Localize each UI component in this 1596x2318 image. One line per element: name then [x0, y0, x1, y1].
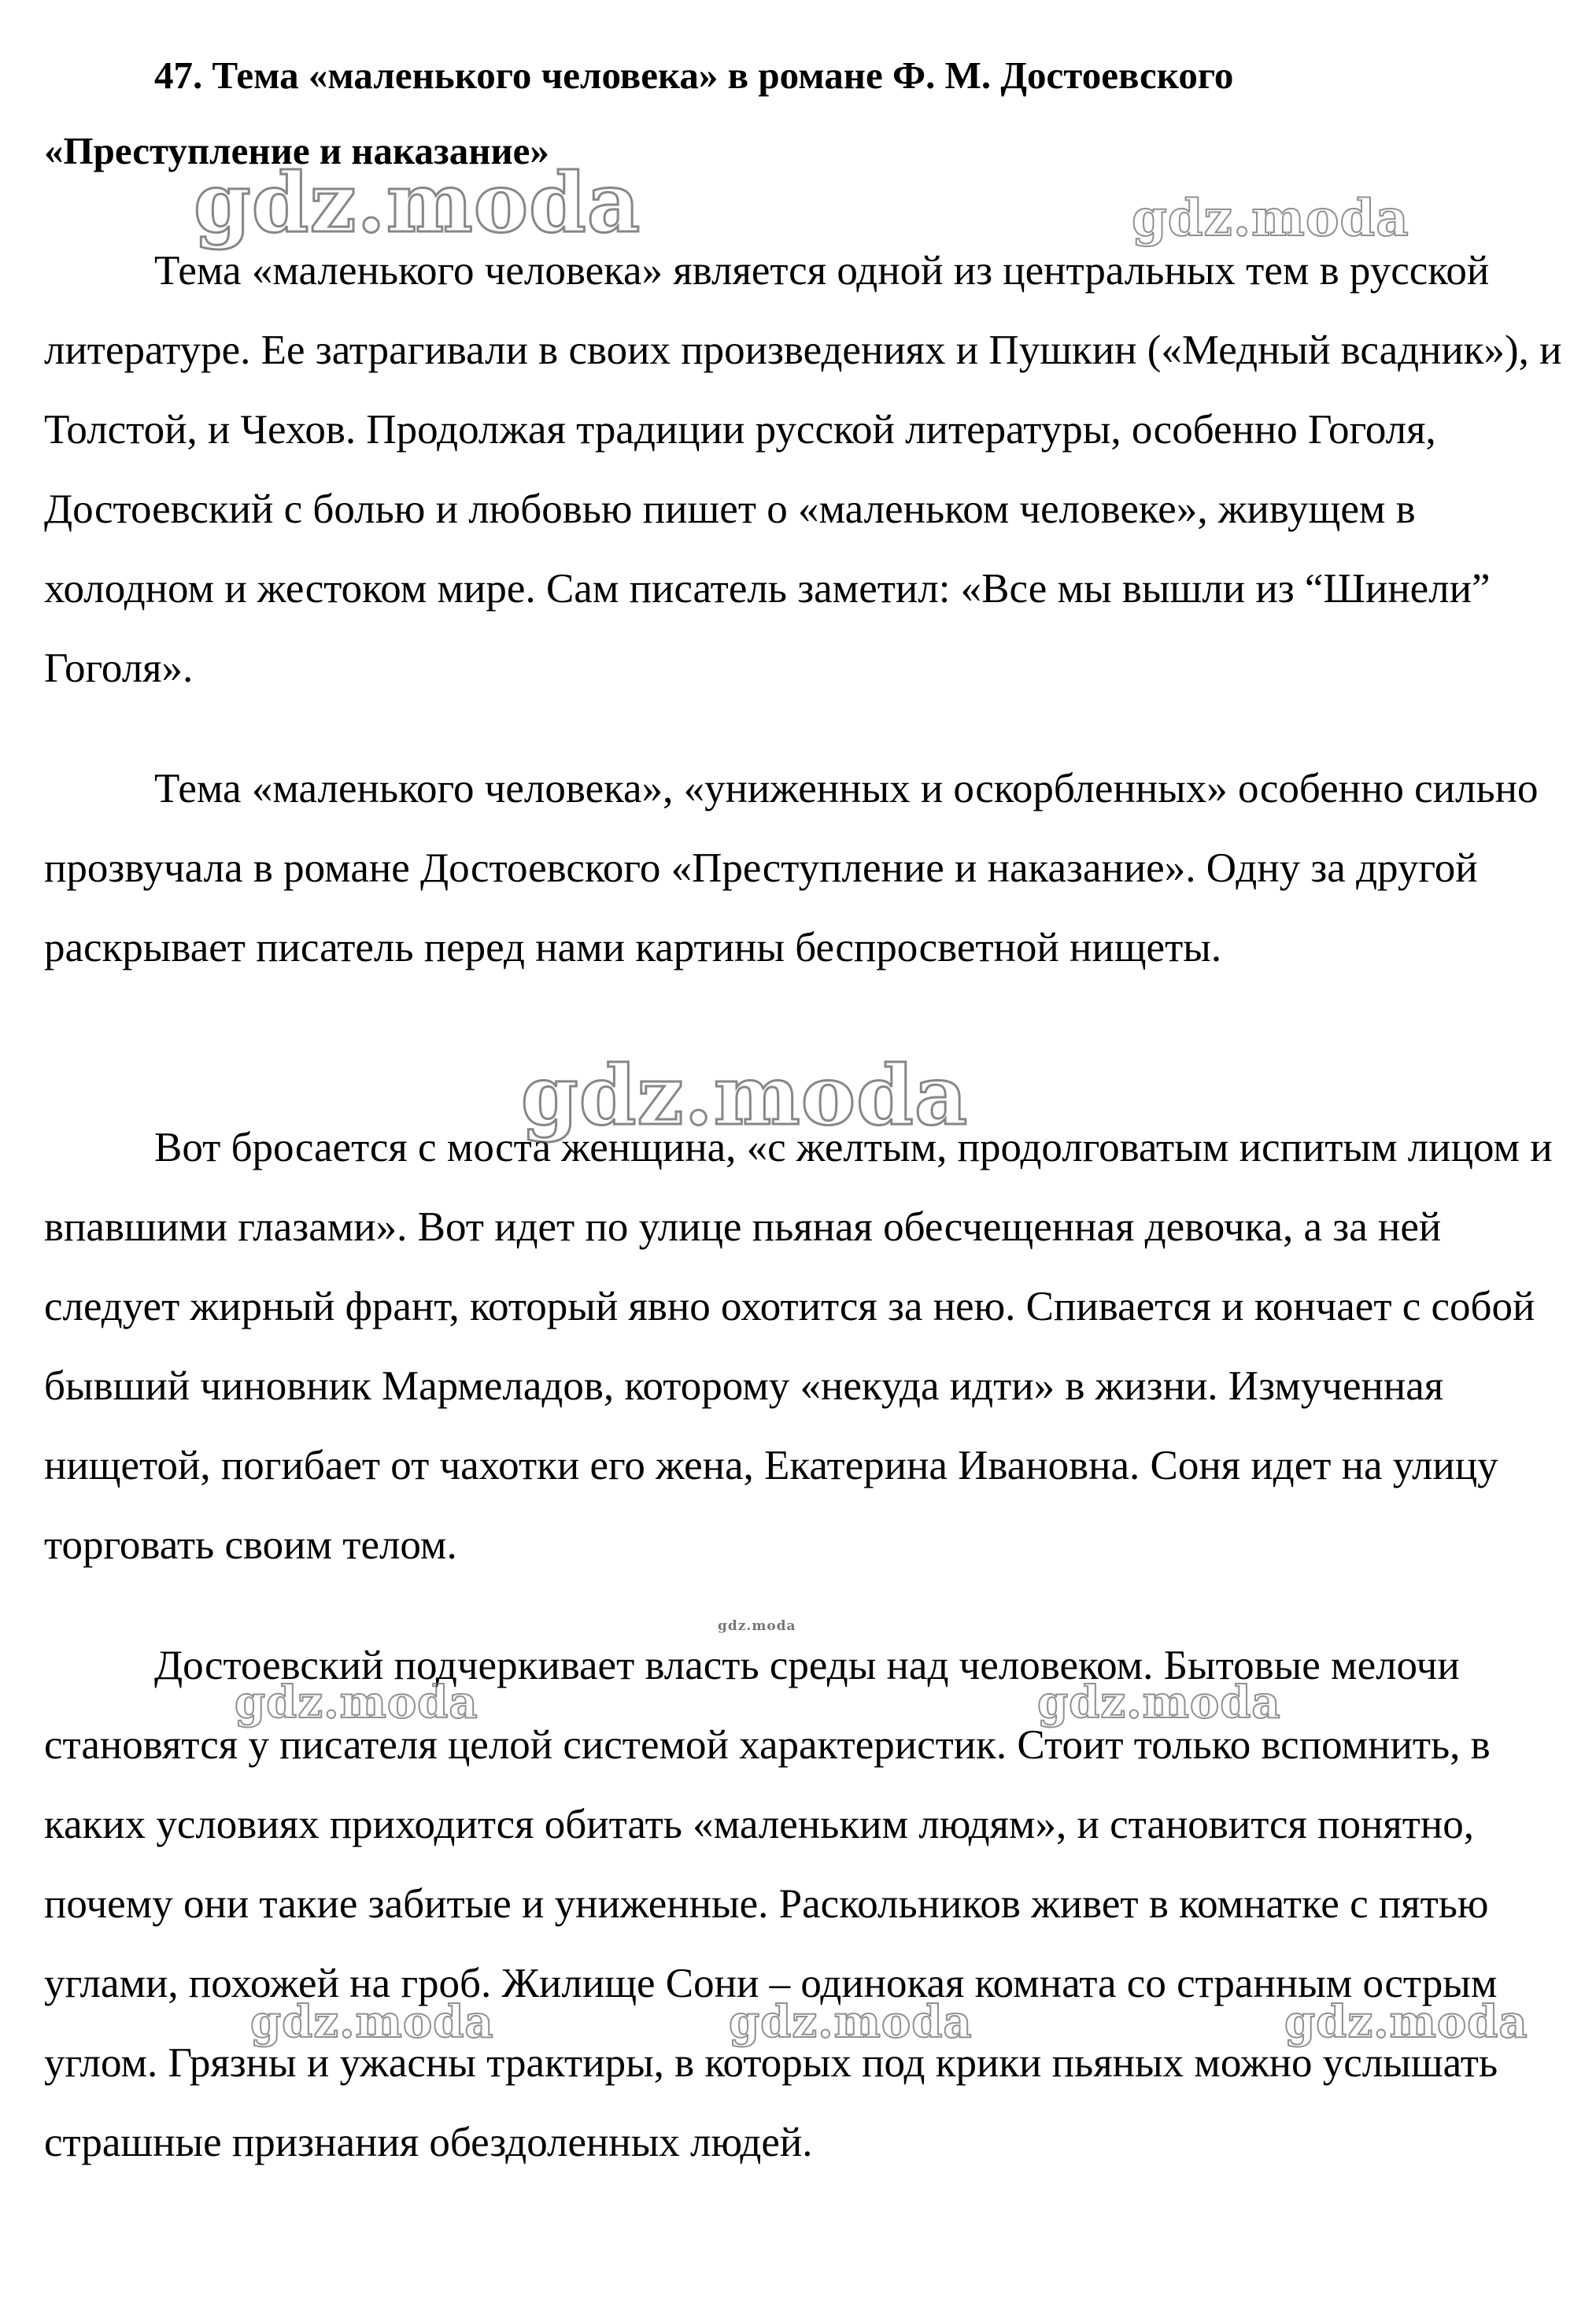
watermark-logo: gdz.moda [521, 1047, 969, 1144]
watermark-logo: gdz.moda [1037, 1677, 1281, 1728]
watermark-logo: gdz.moda [1132, 189, 1409, 248]
paragraph-3: Вот бросается с моста женщина, «с желтым, продолговатым испитым лицом и впавшими глазами». Вот идет по улице пьяная обесчещенная девочка, а за ней следует жирный франт, который явно охотится за нею. Спивается и кончает с собой бывший чиновник Мармеладов, которому «некуда идти» в жизни. Измученная нищетой, погибает от чахотки его жена, Екатерина Ивановна. Соня идет на улицу торговать своим телом. [44, 1125, 1553, 1568]
paragraph-2: Тема «маленького человека», «униженных и оскорбленных» особенно сильно прозвучала в романе Достоевского «Преступление и наказание». Одну за другой раскрывает писатель перед нами картины беспросветной нищеты. [44, 766, 1539, 970]
watermark-logo: gdz.moda [718, 1618, 796, 1634]
paragraph-1: Тема «маленького человека» является одной из центральных тем в русской литературе. Ее затрагивали в своих произведениях и Пушкин («Медный всадник»), и Толстой, и Чехов. Продолжая традиции русской литературы, особенно Гоголя, Достоевский с болью и любовью пишет о «маленьком человеке», живущем в холодном и жестоком мире. Сам писатель заметил: «Все мы вышли из “Шинели” Гоголя». [44, 248, 1562, 691]
watermark-logo: gdz.moda [235, 1677, 478, 1728]
watermark-logo: gdz.moda [250, 1996, 494, 2048]
title-line-1: 47. Тема «маленького человека» в романе Ф. М. Достоевского [154, 54, 1234, 97]
watermark-logo: gdz.moda [729, 1996, 973, 2048]
watermark-logo: gdz.moda [194, 154, 641, 251]
watermark-logo: gdz.moda [1284, 1996, 1528, 2048]
paragraph-4: Достоевский подчеркивает власть среды над человеком. Бытовые мелочи становятся у писателя целой системой характеристик. Стоит только вспомнить, в каких условиях приходится обитать «маленьким людям», и становится понятно, почему они такие забитые и униженные. Раскольников живет в комнатке с пятью углами, похожей на гроб. Жилище Сони – одинокая комната со странным острым углом. Грязны и ужасны трактиры, в которых под крики пьяных можно услышать страшные признания обездоленных людей. [44, 1643, 1498, 2165]
title-line-2: «Преступление и наказание» [44, 129, 549, 172]
